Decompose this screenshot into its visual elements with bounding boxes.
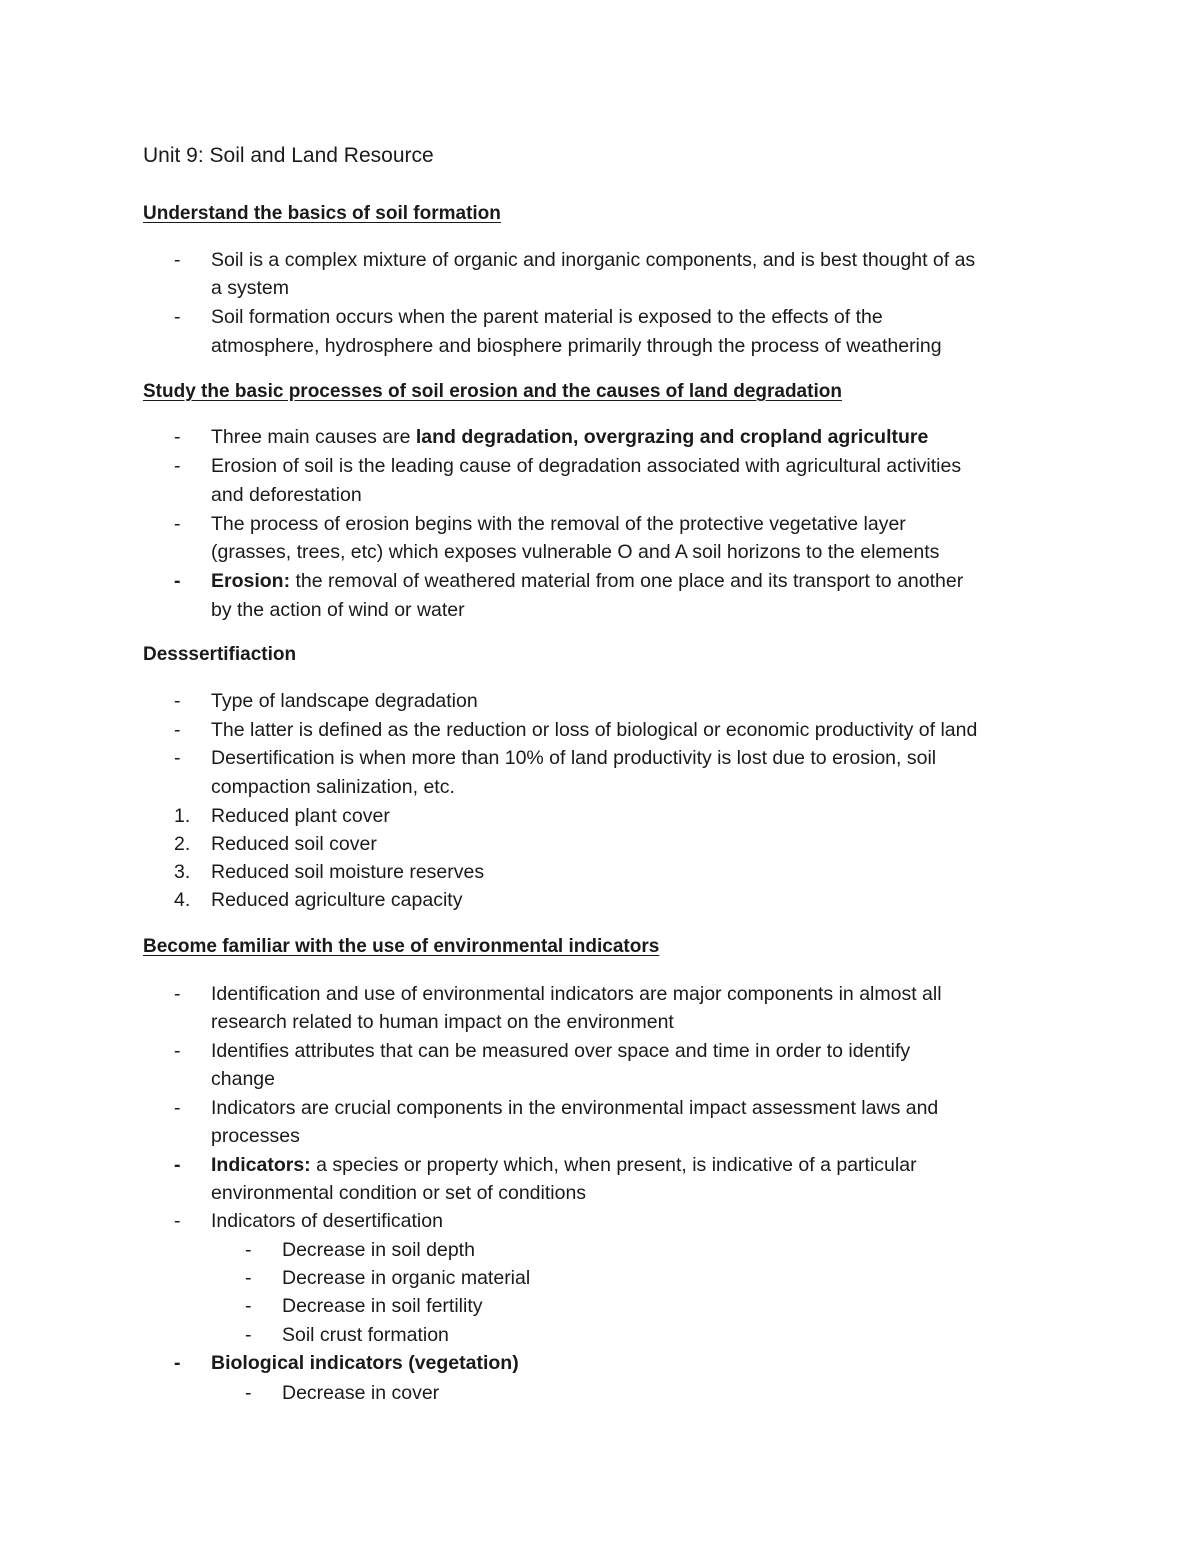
list-marker: - <box>174 1040 181 1062</box>
list-item-text: Soil formation occurs when the parent material is exposed to the effects of the <box>211 306 883 328</box>
sublist-marker: - <box>245 1382 252 1404</box>
list-item-text: processes <box>211 1125 300 1147</box>
list-item-text: compaction salinization, etc. <box>211 776 455 798</box>
list-item-prefix: Three main causes are <box>211 426 416 448</box>
list-item-text: (grasses, trees, etc) which exposes vulnerable O and A soil horizons to the elements <box>211 541 940 563</box>
list-marker: - <box>174 249 181 271</box>
section-heading: Understand the basics of soil formation <box>143 203 501 224</box>
list-item-text <box>211 424 928 450</box>
list-marker: - <box>174 1097 181 1119</box>
sublist-item-text: Decrease in soil fertility <box>282 1295 483 1317</box>
list-item-text: Indicators are crucial components in the environmental impact assessment laws and <box>211 1097 939 1119</box>
list-marker: - <box>174 1154 181 1176</box>
sublist-item-text: Decrease in organic material <box>282 1267 531 1289</box>
list-marker: - <box>174 570 181 592</box>
list-item-text: change <box>211 1068 275 1090</box>
term-definition: the removal of weathered material from one place and its transport to another <box>290 570 964 592</box>
term-label: Indicators: <box>211 1154 311 1176</box>
list-item-text: Erosion of soil is the leading cause of degradation associated with agricultural activities <box>211 455 962 477</box>
sublist-marker: - <box>245 1267 252 1289</box>
list-marker: - <box>174 1352 181 1374</box>
section-heading: Study the basic processes of soil erosion and the causes of land degradation <box>143 381 842 402</box>
list-item-text: Indicators of desertification <box>211 1210 443 1232</box>
list-marker: - <box>174 426 181 448</box>
sublist-item-text: Decrease in soil depth <box>282 1239 475 1261</box>
list-item-text: Type of landscape degradation <box>211 690 478 712</box>
list-item-text: Biological indicators (vegetation) <box>211 1352 519 1374</box>
list-marker: - <box>174 1210 181 1232</box>
list-item-text: The process of erosion begins with the removal of the protective vegetative layer <box>211 513 906 535</box>
sublist-marker: - <box>245 1324 252 1346</box>
list-marker: - <box>174 719 181 741</box>
list-marker: 3. <box>174 861 191 883</box>
list-item-text: environmental condition or set of conditions <box>211 1182 587 1204</box>
list-item-text: The latter is defined as the reduction or loss of biological or economic productivity of land <box>211 719 978 741</box>
document-title: Unit 9: Soil and Land Resource <box>143 144 434 167</box>
list-marker: 2. <box>174 833 191 855</box>
sublist-item-text: Soil crust formation <box>282 1324 449 1346</box>
list-item-text: by the action of wind or water <box>211 599 465 621</box>
term-definition: a species or property which, when present, is indicative of a particular <box>310 1154 917 1176</box>
list-marker: - <box>174 455 181 477</box>
list-item-text: atmosphere, hydrosphere and biosphere primarily through the process of weathering <box>211 335 942 357</box>
list-item-text: and deforestation <box>211 484 362 506</box>
list-item-text: a system <box>211 277 290 299</box>
bold-phrase: land degradation, overgrazing and cropland agriculture <box>415 426 929 448</box>
list-item-text: Reduced plant cover <box>211 805 390 827</box>
list-item-text: Identification and use of environmental indicators are major components in almost all <box>211 983 942 1005</box>
term-label: Erosion: <box>211 570 291 592</box>
list-item-text <box>211 568 963 594</box>
list-item-text: Reduced soil moisture reserves <box>211 861 485 883</box>
list-item-text: Soil is a complex mixture of organic and inorganic components, and is best thought of as <box>211 249 976 271</box>
list-marker: - <box>174 983 181 1005</box>
list-item-text: Desertification is when more than 10% of land productivity is lost due to erosion, soil <box>211 747 937 769</box>
list-marker: - <box>174 306 181 328</box>
list-item-text: research related to human impact on the environment <box>211 1011 674 1033</box>
list-item-text <box>211 1152 917 1178</box>
section-heading: Become familiar with the use of environmental indicators <box>143 936 660 957</box>
sublist-item-text: Decrease in cover <box>282 1382 440 1404</box>
list-item-text: Reduced soil cover <box>211 833 377 855</box>
list-marker: - <box>174 747 181 769</box>
list-marker: - <box>174 690 181 712</box>
section-heading: Desssertifiaction <box>143 644 297 665</box>
sublist-marker: - <box>245 1239 252 1261</box>
list-marker: - <box>174 513 181 535</box>
list-item-text: Identifies attributes that can be measured over space and time in order to identify <box>211 1040 911 1062</box>
sublist-marker: - <box>245 1295 252 1317</box>
list-item-text: Reduced agriculture capacity <box>211 889 463 911</box>
list-marker: 4. <box>174 889 191 911</box>
list-marker: 1. <box>174 805 191 827</box>
